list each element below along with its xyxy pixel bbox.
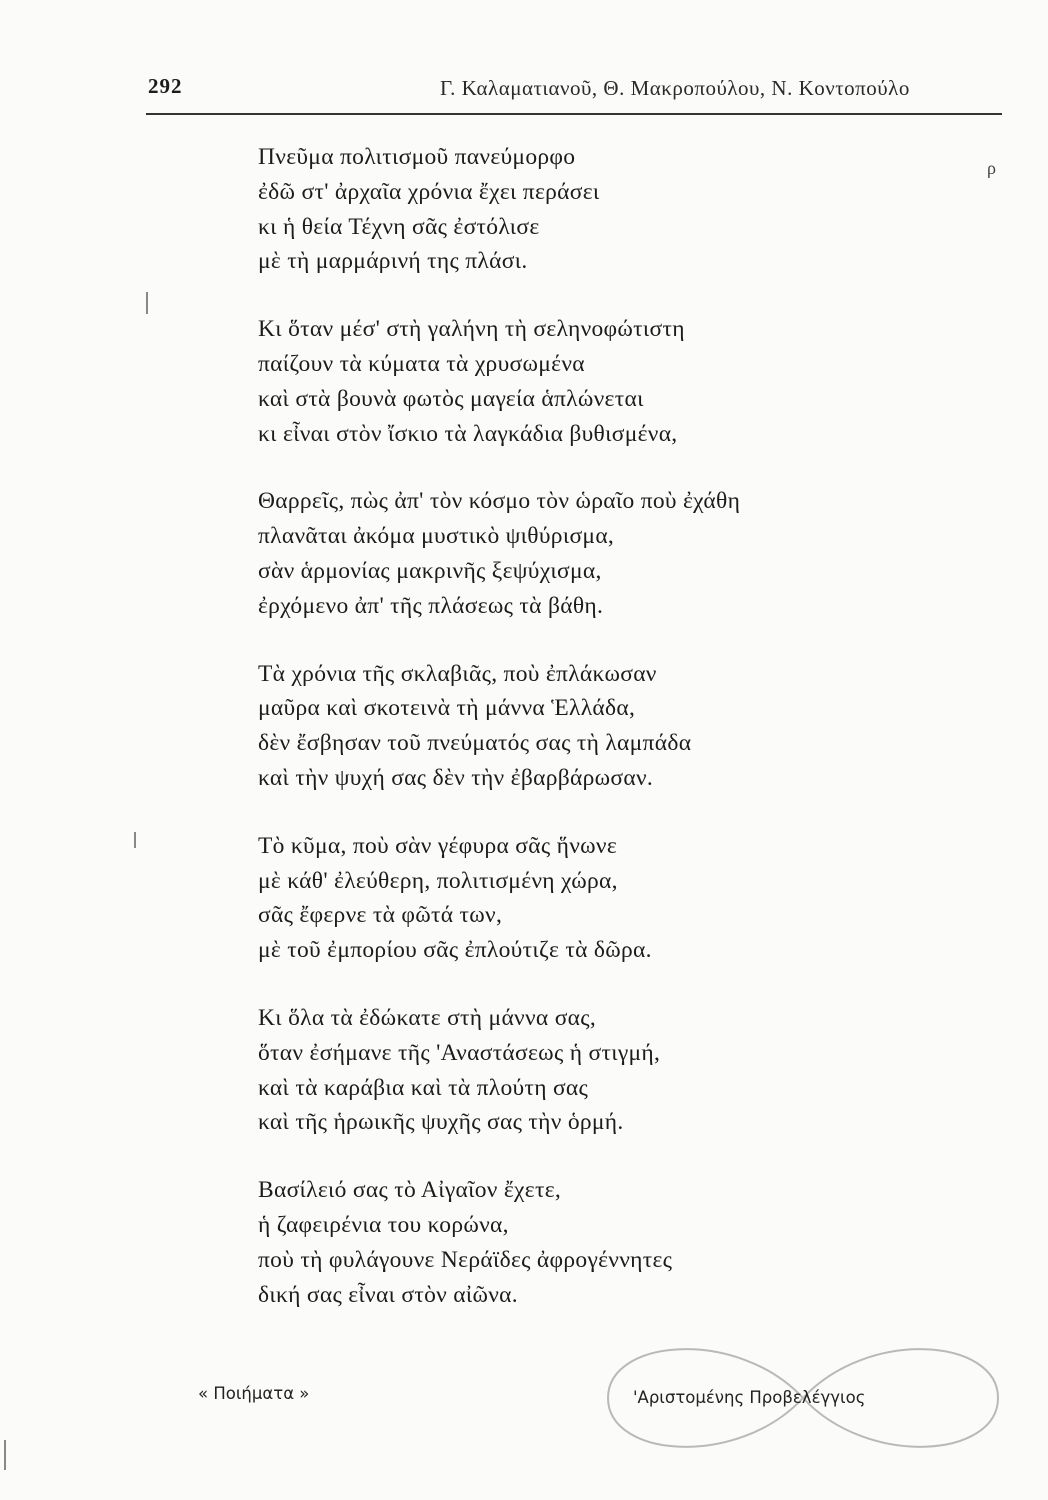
- stanza: [258, 484, 938, 623]
- poem-line: Τὸ κῦμα, ποὺ σὰν γέφυρα σᾶς ἥνωνε: [258, 832, 618, 859]
- running-head-authors: Γ. Καλαματιανοῦ, Θ. Μακροπούλου, Ν. Κοντοπούλο: [440, 76, 910, 100]
- poem-line: κι ἡ θεία Τέχνη σᾶς ἐστόλισε: [258, 213, 540, 240]
- poem-line: Πνεῦμα πολιτισμοῦ πανεύμορφο: [258, 144, 576, 170]
- page-header: [0, 70, 1048, 110]
- poem-line: κι εἶναι στὸν ἴσκιο τὰ λαγκάδια βυθισμένα,: [258, 420, 678, 447]
- poem-line: ὅταν ἐσήμανε τῆς 'Αναστάσεως ἡ στιγμή,: [258, 1039, 661, 1066]
- source-title: « Ποιήματα »: [198, 1384, 310, 1403]
- stanza: [258, 1173, 938, 1312]
- poem-line: Κι ὅλα τὰ ἐδώκατε στὴ μάννα σας,: [258, 1004, 597, 1031]
- stanza: [258, 312, 938, 451]
- poem-line: ἡ ζαφειρένια του κορώνα,: [258, 1211, 509, 1238]
- poem-line: καὶ τῆς ἡρωικῆς ψυχῆς σας τὴν ὁρμή.: [258, 1109, 624, 1136]
- poem-line: ἐδῶ στ' ἀρχαῖα χρόνια ἔχει περάσει: [258, 178, 600, 205]
- poem-body: [258, 140, 938, 1345]
- poem-author: 'Αριστομένης Προβελέγγιος: [633, 1388, 866, 1407]
- poem-line: ποὺ τὴ φυλάγουνε Νεράϊδες ἀφρογέννητες: [258, 1246, 673, 1273]
- poem-line: Βασίλειό σας τὸ Αἰγαῖον ἔχετε,: [258, 1177, 562, 1204]
- poem-line: Κι ὅταν μέσ' στὴ γαλήνη τὴ σεληνοφώτιστη: [258, 316, 685, 343]
- poem-line: καὶ τὰ καράβια καὶ τὰ πλούτη σας: [258, 1074, 589, 1101]
- stanza: [258, 140, 938, 279]
- scan-mark: [4, 1440, 6, 1470]
- scan-mark: [134, 832, 136, 848]
- poem-line: Τὰ χρόνια τῆς σκλαβιᾶς, ποὺ ἐπλάκωσαν: [258, 660, 657, 687]
- poem-line: πλανᾶται ἀκόμα μυστικὸ ψιθύρισμα,: [258, 523, 615, 550]
- poem-line: Θαρρεῖς, πὼς ἀπ' τὸν κόσμο τὸν ὡραῖο ποὺ ἐχάθη: [258, 488, 741, 515]
- poem-line: μὲ τὴ μαρμάρινή της πλάσι.: [258, 248, 528, 275]
- header-rule: [146, 113, 1002, 115]
- stanza: [258, 1001, 938, 1140]
- poem-line: μὲ κάθ' ἐλεύθερη, πολιτισμένη χώρα,: [258, 867, 618, 894]
- poem-line: δὲν ἔσβησαν τοῦ πνεύματός σας τὴ λαμπάδα: [258, 730, 692, 757]
- poem-line: μὲ τοῦ ἐμπορίου σᾶς ἐπλούτιζε τὰ δῶρα.: [258, 937, 652, 964]
- poem-line: καὶ τὴν ψυχή σας δὲν τὴν ἐβαρβάρωσαν.: [258, 764, 654, 791]
- poem-line: παίζουν τὰ κύματα τὰ χρυσωμένα: [258, 350, 585, 377]
- poem-line: καὶ στὰ βουνὰ φωτὸς μαγεία ἁπλώνεται: [258, 385, 644, 412]
- poem-line: δική σας εἶναι στὸν αἰῶνα.: [258, 1281, 518, 1308]
- poem-line: σὰν ἁρμονίας μακρινῆς ξεψύχισμα,: [258, 557, 602, 584]
- stanza: [258, 829, 938, 968]
- poem-line: ἐρχόμενο ἀπ' τῆς πλάσεως τὰ βάθη.: [258, 592, 604, 619]
- scan-mark: [146, 292, 148, 314]
- margin-note: ρ: [987, 158, 996, 178]
- poem-line: σᾶς ἔφερνε τὰ φῶτά των,: [258, 902, 503, 929]
- poem-line: μαῦρα καὶ σκοτεινὰ τὴ μάννα Ἑλλάδα,: [258, 695, 636, 722]
- stanza: [258, 657, 938, 796]
- page-number: 292: [148, 74, 183, 98]
- page-footer: [0, 1380, 1048, 1420]
